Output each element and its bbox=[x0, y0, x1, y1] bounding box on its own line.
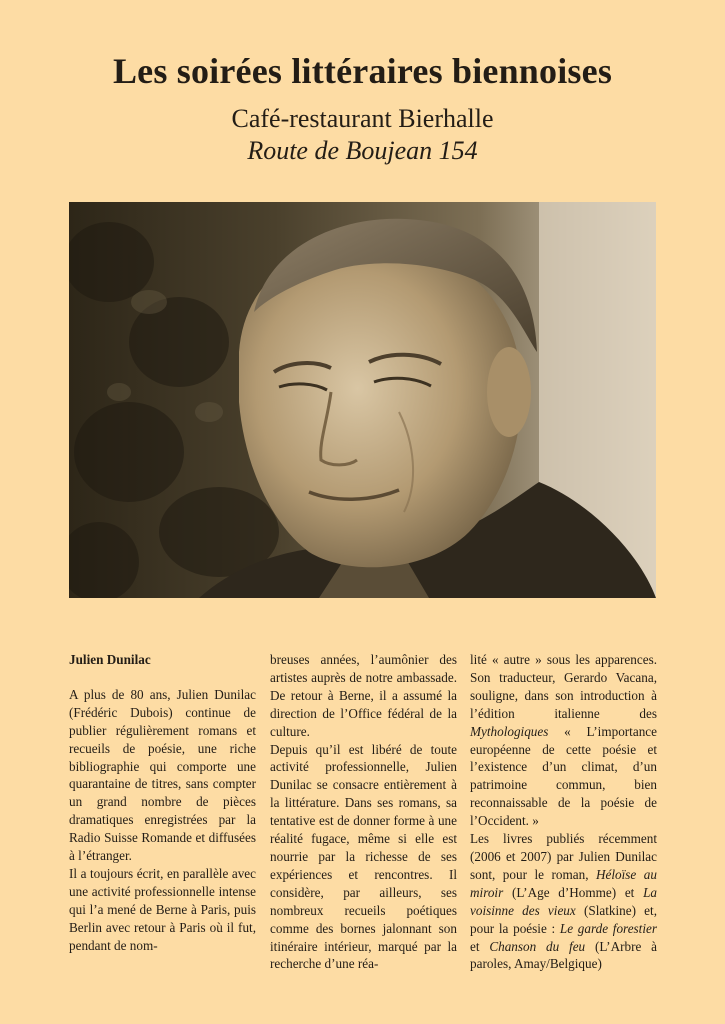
article-column-2 bbox=[270, 651, 457, 973]
book-title: Le garde forestier bbox=[559, 920, 657, 936]
author-heading: Julien Dunilac bbox=[69, 652, 151, 667]
book-title: Mythologiques bbox=[470, 723, 549, 739]
author-portrait-photo bbox=[69, 202, 656, 598]
paragraph: Depuis qu’il est libéré de toute activité professionnelle, Julien Dunilac se consacre entièrement à la littérature. Dans ses romans, sa tentative est de donner forme à une réalité fugace, même si elle est nourrie par la richesse de ses expériences et rencontres. Il considère, par ailleurs, ses nombreux recueils poétiques comme des bornes jalonnant son itinéraire intérieur, marqué par la recherche d’une réa- bbox=[270, 741, 457, 972]
article-column-1 bbox=[69, 651, 256, 955]
paragraph: breuses années, l’aumônier des artistes auprès de notre ambassade. De retour à Berne, il a assumé la direction de l’Office fédéral de la culture. bbox=[270, 652, 457, 739]
book-title: La voisinne des vieux bbox=[470, 884, 657, 918]
book-title: Héloïse au miroir bbox=[470, 866, 657, 900]
venue-address: Route de Boujean 154 bbox=[247, 136, 478, 165]
paragraph: A plus de 80 ans, Julien Dunilac (Frédéric Dubois) continue de publier régulièrement romans et recueils de poésie, une riche bibliographie qui comporte une quarantaine de titres, sans compter un grand nombre de pièces dramatiques enregistrées par la Radio Suisse Romande et diffusées à l’étranger. bbox=[69, 686, 256, 864]
paragraph: lité « autre » sous les apparences. Son traducteur, Gerardo Vacana, souligne, dans son introduction à l’édition italienne des Mythologiques « L’importance européenne de cette poésie et l’existence d’un climat, d’un patrimoine commun, bien reconnaissable de la poésie de l’Occident. » bbox=[470, 652, 657, 829]
paragraph: Les livres publiés récemment (2006 et 2007) par Julien Dunilac sont, pour le roman, Héloïse au miroir (L’Age d’Homme) et La voisinne des vieux (Slatkine) et, pour la poésie : Le garde forestier et Chanson du feu (L’Arbre à paroles, Amay/Belgique) bbox=[470, 831, 657, 972]
paragraph: Il a toujours écrit, en parallèle avec une activité professionnelle intense qui l’a mené de Berne à Paris, puis Berlin avec retour à Paris où il fut, pendant de nom- bbox=[69, 865, 256, 953]
venue-name: Café-restaurant Bierhalle bbox=[231, 104, 494, 133]
article-column-3 bbox=[470, 651, 657, 973]
page-title: Les soirées littéraires biennoises bbox=[112, 51, 613, 91]
book-title: Chanson du feu bbox=[489, 938, 586, 954]
